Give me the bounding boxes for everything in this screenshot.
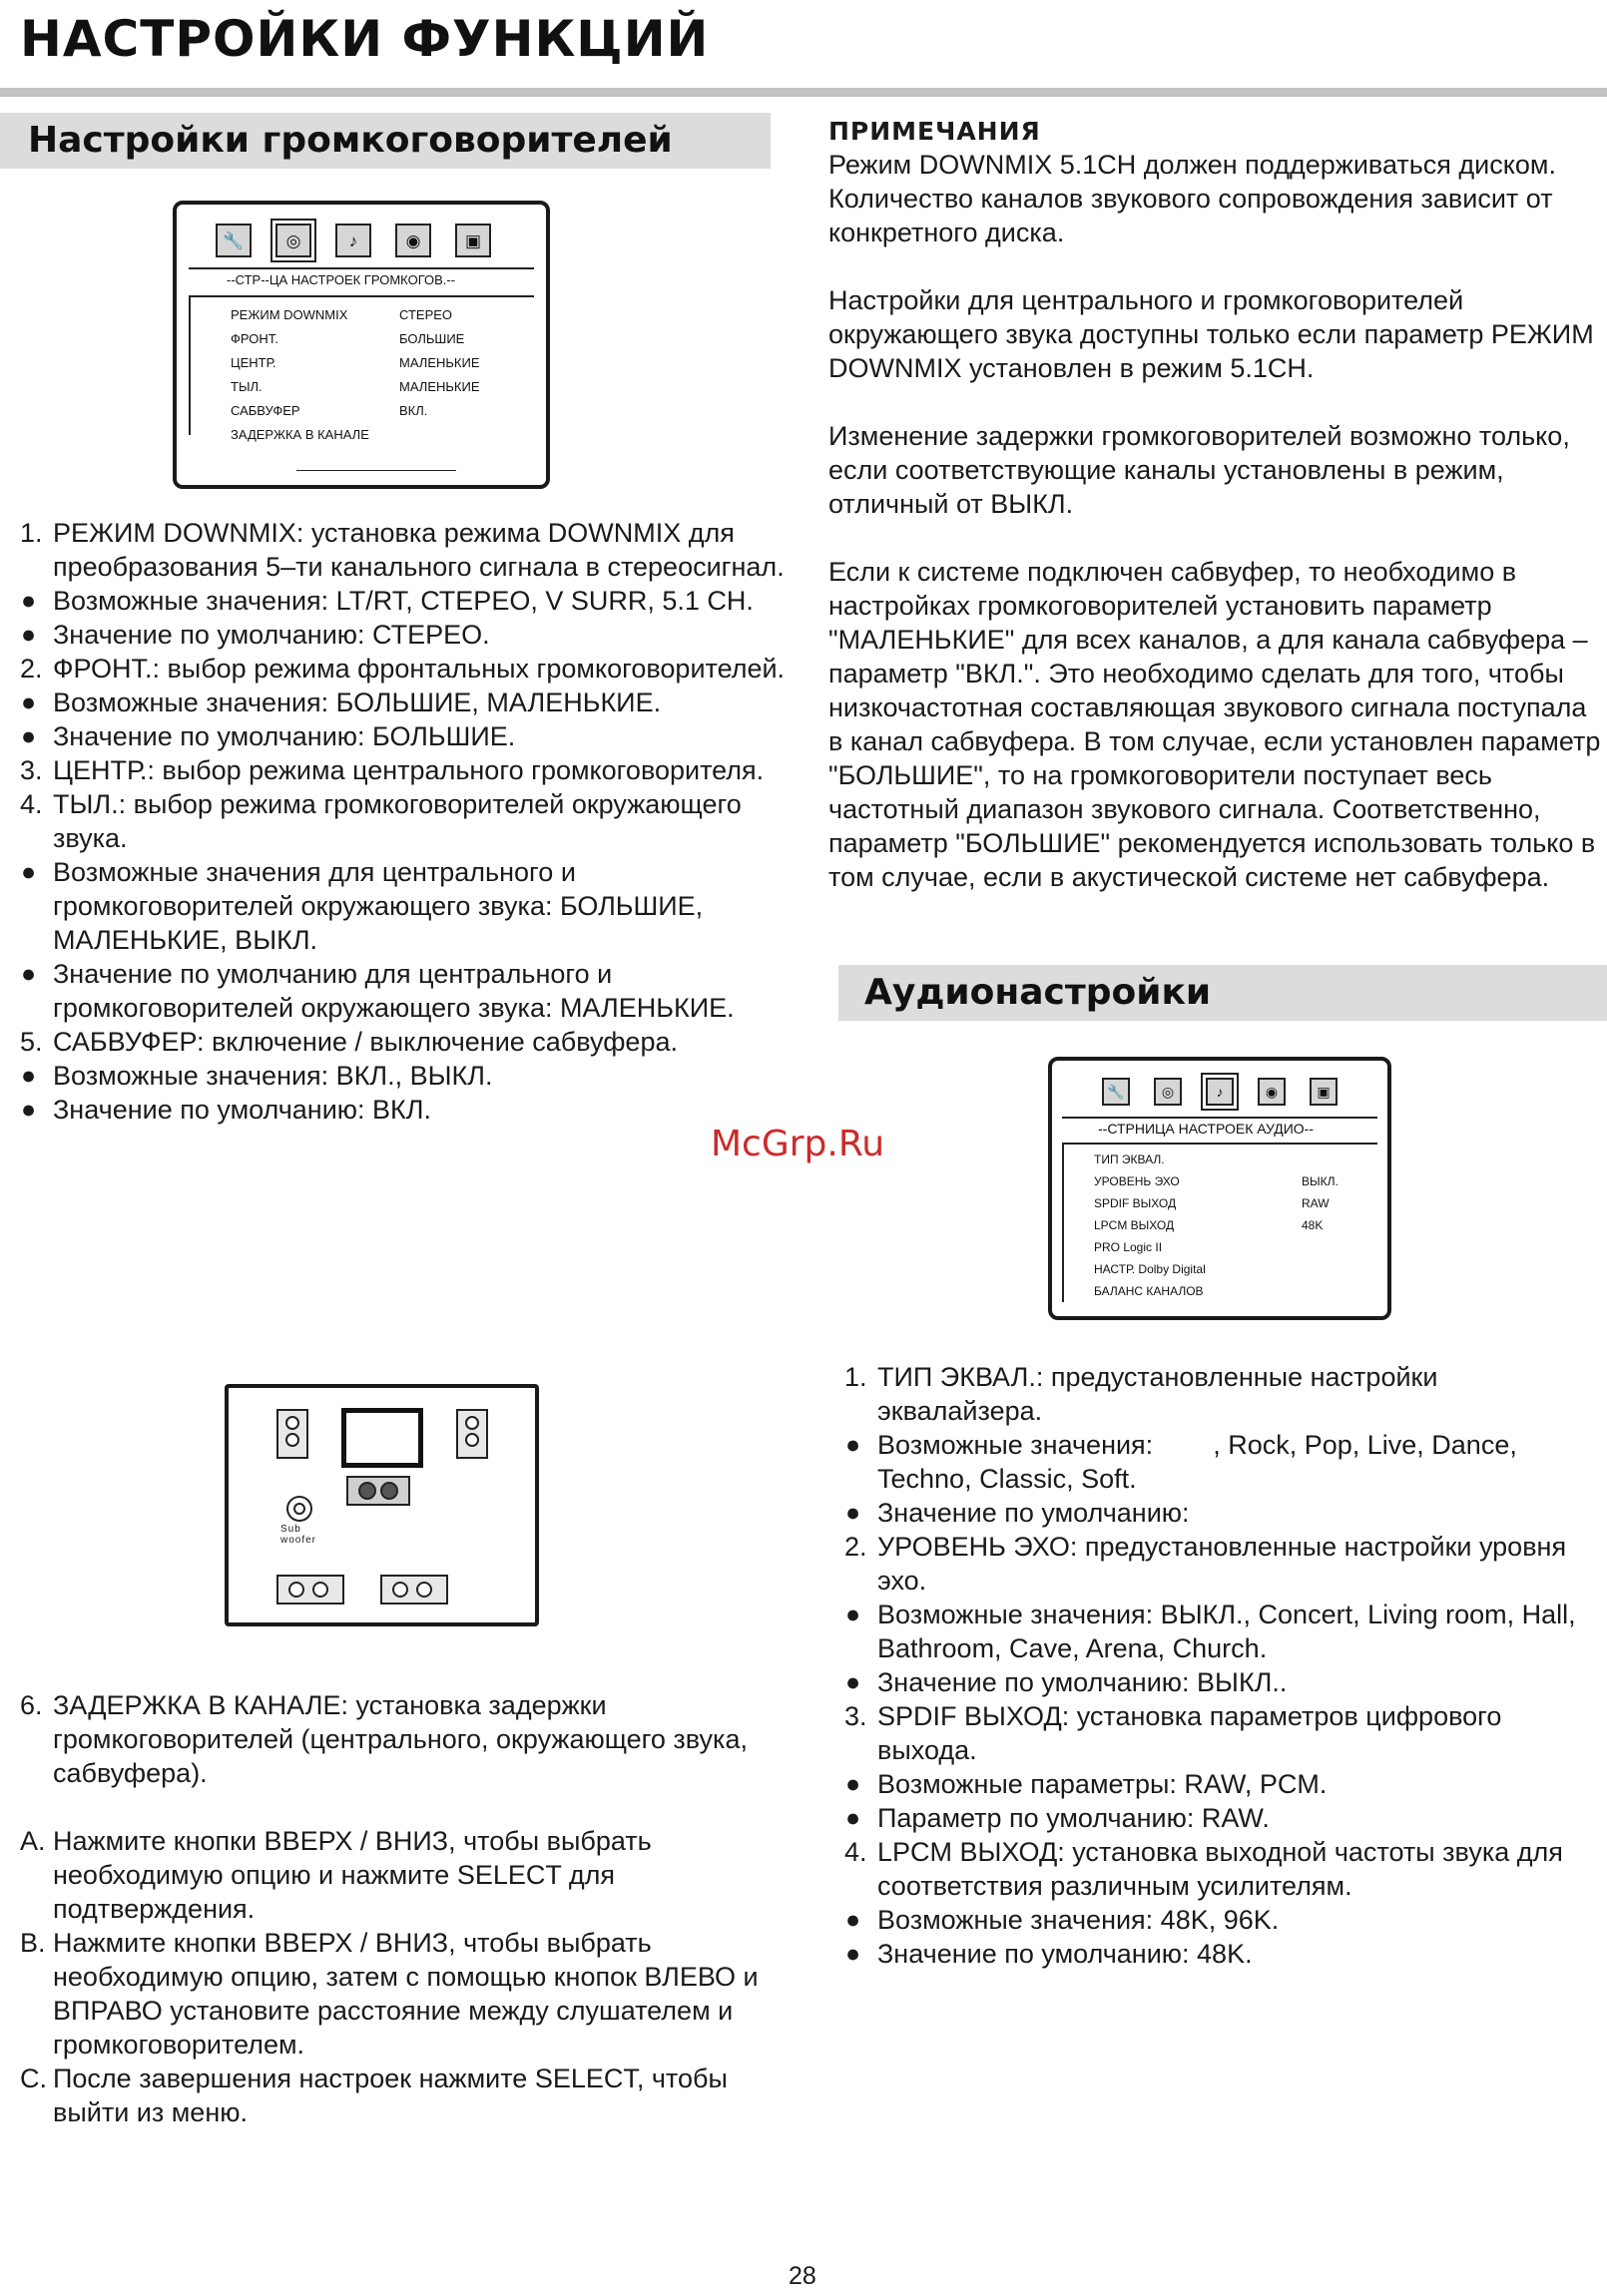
front-right-speaker (456, 1409, 488, 1459)
menu-label: БАЛАНС КАНАЛОВ (1094, 1284, 1204, 1298)
list-item: ● Значение по умолчанию: 48K. (845, 1939, 1253, 1969)
wrench-icon: 🔧 (1102, 1078, 1130, 1106)
audio-icon: ♪ (1206, 1078, 1234, 1106)
tv-screen (341, 1408, 423, 1468)
menu-label: ЗАДЕРЖКА В КАНАЛЕ (231, 427, 369, 442)
list-item: ● Возможные значения: , Rock, Pop, Live, Dance, Techno, Classic, Soft. (845, 1430, 1524, 1494)
list-item: 4. ТЫЛ.: выбор режима громкоговорителей окружающего звука. (20, 789, 742, 853)
notes-heading: ПРИМЕЧАНИЯ (828, 117, 1041, 146)
note-paragraph: Режим DOWNMIX 5.1CH должен поддерживаться диском. Количество каналов звукового сопровождения зависит от конкретного диска. (828, 150, 1556, 247)
step-item: A. Нажмите кнопки ВВЕРХ / ВНИЗ, чтобы выбрать необходимую опцию и нажмите SELECT для подтверждения. (20, 1826, 652, 1924)
list-item: ● Возможные значения: ВКЛ., ВЫКЛ. (21, 1061, 493, 1091)
list-item: 1. РЕЖИМ DOWNMIX: установка режима DOWNMIX для преобразования 5–ти канального сигнала в стереосигнал. (20, 518, 785, 582)
list-item: 6. ЗАДЕРЖКА В КАНАЛЕ: установка задержки громкоговорителей (центрального, окружающего звука, сабвуфера). (20, 1690, 748, 1788)
list-item: 5. САБВУФЕР: включение / выключение сабвуфера. (20, 1027, 678, 1057)
screen-divider (1062, 1117, 1377, 1119)
screen-divider (1062, 1143, 1064, 1302)
speaker-layout-diagram (225, 1384, 539, 1626)
screen-header: --СТР--ЦА НАСТРОЕК ГРОМКОГОВ.-- (227, 272, 456, 287)
menu-value: RAW (1302, 1196, 1330, 1210)
list-item: ● Значение по умолчанию: ВКЛ. (21, 1095, 432, 1125)
menu-label: ЦЕНТР. (231, 355, 276, 370)
list-item: ● Возможные значения: LT/RT, СТЕРЕО, V SURR, 5.1 CH. (21, 586, 754, 616)
list-item: ● Значение по умолчанию: СТЕРЕО. (21, 620, 490, 650)
audio-instructions (844, 1360, 1603, 1971)
list-item: ● Возможные значения: БОЛЬШИЕ, МАЛЕНЬКИЕ. (21, 688, 662, 717)
audio-setup-screen (1048, 1057, 1391, 1320)
delay-instructions (20, 1688, 789, 2129)
subwoofer-label: Sub woofer (280, 1524, 317, 1546)
menu-value: СТЕРЕО (399, 307, 453, 322)
menu-label: ТЫЛ. (231, 379, 263, 394)
step-item: C. После завершения настроек нажмите SELECT, чтобы выйти из меню. (20, 2064, 728, 2127)
speaker-icon: ◎ (275, 224, 311, 257)
disc-icon: ◉ (395, 224, 431, 257)
list-item: ● Значение по умолчанию: БОЛЬШИЕ. (21, 721, 516, 751)
list-item: 3. ЦЕНТР.: выбор режима центрального громкоговорителя. (20, 755, 765, 785)
audio-icon: ♪ (335, 224, 371, 257)
list-item: ● Возможные значения: 48K, 96K. (845, 1905, 1280, 1935)
menu-value: МАЛЕНЬКИЕ (399, 355, 480, 370)
notes-block (828, 116, 1607, 894)
rear-right-speaker (380, 1575, 448, 1605)
menu-label: НАСТР. Dolby Digital (1094, 1262, 1206, 1276)
speaker-icon: ◎ (1154, 1078, 1182, 1106)
screen-divider (189, 267, 534, 269)
speaker-instructions (20, 516, 789, 1127)
picture-icon: ▣ (455, 224, 491, 257)
list-item: 2. ФРОНТ.: выбор режима фронтальных громкоговорителей. (20, 654, 786, 684)
menu-label: САБВУФЕР (231, 403, 300, 418)
page-title: НАСТРОЙКИ ФУНКЦИЙ (20, 10, 710, 68)
list-item: ● Значение по умолчанию: ВЫКЛ.. (845, 1667, 1288, 1697)
list-item: 1. ТИП ЭКВАЛ.: предустановленные настройки эквалайзера. (844, 1362, 1438, 1426)
picture-icon: ▣ (1310, 1078, 1338, 1106)
note-paragraph: Изменение задержки громкоговорителей возможно только, если соответствующие каналы установлены в режим, отличный от ВЫКЛ. (828, 421, 1570, 519)
front-left-speaker (276, 1409, 308, 1459)
page-number: 28 (789, 2262, 816, 2290)
list-item: 3. SPDIF ВЫХОД: установка параметров цифрового выхода. (844, 1701, 1502, 1765)
menu-value: ВЫКЛ. (1302, 1174, 1339, 1188)
wrench-icon: 🔧 (216, 224, 252, 257)
screen-divider (1062, 1143, 1377, 1145)
speaker-section-heading: Настройки громкоговорителей (0, 113, 771, 169)
list-item: ● Значение по умолчанию для центрального и громкоговорителей окружающего звука: МАЛЕНЬКИЕ. (21, 959, 735, 1023)
subwoofer-icon (286, 1496, 312, 1522)
list-item: ● Возможные параметры: RAW, PCM. (845, 1769, 1328, 1799)
list-item: ● Значение по умолчанию: (845, 1498, 1190, 1528)
menu-label: SPDIF ВЫХОД (1094, 1196, 1177, 1210)
list-item: ● Возможные значения: ВЫКЛ., Concert, Living room, Hall, Bathroom, Cave, Arena, Church. (845, 1600, 1576, 1663)
menu-label: PRO Logic II (1094, 1240, 1163, 1254)
note-paragraph: Настройки для центрального и громкоговорителей окружающего звука доступны только если параметр РЕЖИМ DOWNMIX установлен в режим 5.1CH. (828, 285, 1594, 383)
watermark: McGrp.Ru (711, 1124, 885, 1164)
screen-divider (189, 295, 534, 297)
rear-left-speaker (276, 1575, 344, 1605)
note-paragraph: Если к системе подключен сабвуфер, то необходимо в настройках громкоговорителей установить параметр "МАЛЕНЬКИЕ" для всех каналов, а для канала сабвуфера – параметр "ВКЛ.". Это необходимо сделать для того, чтобы низкочастотная составляющая звукового сигнала поступала в канал сабвуфера. В том случае, если установлен параметр "БОЛЬШИЕ", то на громкоговорители поступает весь частотный диапазон звукового сигнала. Соответственно, параметр "БОЛЬШИЕ" рекомендуется использовать только в том случае, если в акустической системе нет сабвуфера. (828, 557, 1601, 892)
menu-value: МАЛЕНЬКИЕ (399, 379, 480, 394)
menu-label: ТИП ЭКВАЛ. (1094, 1152, 1165, 1166)
menu-label: ФРОНТ. (231, 331, 278, 346)
title-divider (0, 88, 1607, 97)
center-speaker (346, 1476, 410, 1506)
list-item: ● Возможные значения для центрального и громкоговорителей окружающего звука: БОЛЬШИЕ, МАЛЕНЬКИЕ, ВЫКЛ. (21, 857, 704, 955)
screen-header: --СТРНИЦА НАСТРОЕК АУДИО-- (1098, 1121, 1315, 1137)
menu-value: ВКЛ. (399, 403, 428, 418)
disc-icon: ◉ (1258, 1078, 1286, 1106)
list-item: ● Параметр по умолчанию: RAW. (845, 1803, 1270, 1833)
list-item: 4. LPCM ВЫХОД: установка выходной частоты звука для соответствия различным усилителям. (844, 1837, 1563, 1901)
list-item: 2. УРОВЕНЬ ЭХО: предустановленные настройки уровня эхо. (844, 1532, 1567, 1596)
step-item: B. Нажмите кнопки ВВЕРХ / ВНИЗ, чтобы выбрать необходимую опцию, затем с помощью кнопок ВЛЕВО и ВПРАВО установите расстояние между слушателем и громкоговорителем. (20, 1928, 759, 2060)
menu-label: УРОВЕНЬ ЭХО (1094, 1174, 1180, 1188)
menu-value: БОЛЬШИЕ (399, 331, 465, 346)
menu-label: LPCM ВЫХОД (1094, 1218, 1175, 1232)
speaker-setup-screen (173, 201, 550, 489)
menu-value: 48K (1302, 1218, 1324, 1232)
audio-section-heading: Аудионастройки (838, 965, 1607, 1021)
menu-label: РЕЖИМ DOWNMIX (231, 307, 348, 322)
screen-divider (189, 295, 191, 435)
screen-divider (296, 470, 456, 471)
